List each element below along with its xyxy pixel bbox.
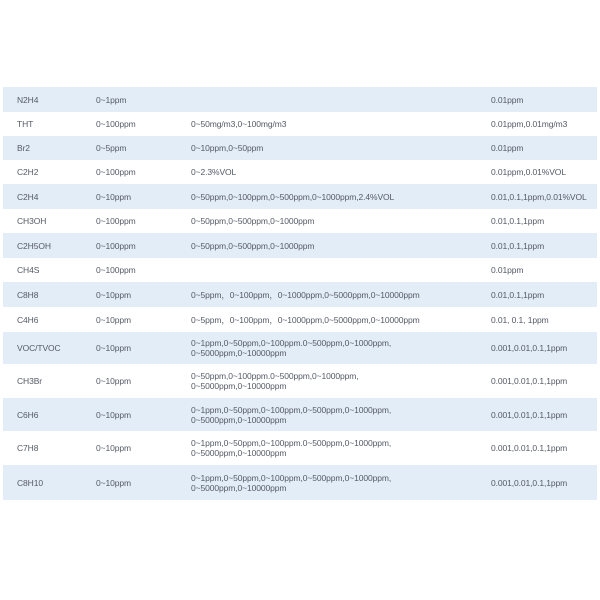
table-row xyxy=(3,233,597,258)
standard-range-cell: 0~10ppm xyxy=(96,477,131,488)
optional-range-cell xyxy=(191,167,491,177)
gas-name-cell: CH4S xyxy=(17,265,40,275)
resolution-cell: 0.01,0.1,1ppm xyxy=(491,216,545,226)
optional-range-line: 0~2.3%VOL xyxy=(191,167,237,177)
gas-name-cell: C2H5OH xyxy=(17,240,51,251)
standard-range-cell: 0~100ppm xyxy=(96,240,136,251)
optional-range-line: 0~50ppm,0~500ppm,0~1000ppm xyxy=(191,240,315,251)
optional-range-line: 0~1ppm,0~50ppm,0~100ppm,0~500ppm,0~1000ppm, xyxy=(191,472,392,483)
optional-range-cell xyxy=(191,405,491,425)
gas-name-cell: C7H8 xyxy=(17,443,39,453)
standard-range-cell: 0~100ppm xyxy=(96,167,136,177)
optional-range-cell xyxy=(191,241,491,251)
table-row xyxy=(3,465,597,500)
standard-range-cell: 0~10ppm xyxy=(96,191,131,202)
standard-range-cell: 0~10ppm xyxy=(96,343,131,353)
gas-name-cell: VOC/TVOC xyxy=(17,343,61,353)
standard-range-cell: 0~100ppm xyxy=(96,119,136,129)
table-row xyxy=(3,258,597,282)
standard-range-cell: 0~10ppm xyxy=(96,314,131,325)
gas-name-cell: CH3OH xyxy=(17,216,47,226)
standard-range-cell: 0~10ppm xyxy=(96,409,131,420)
resolution-cell: 0.01,0.1,1ppm xyxy=(491,289,545,300)
optional-range-line: 0~5000ppm,0~10000ppm xyxy=(191,482,287,493)
gas-name-cell: C8H10 xyxy=(17,477,43,488)
optional-range-line: 0~50ppm,0~500ppm,0~1000ppm xyxy=(191,216,315,226)
standard-range-cell: 0~100ppm xyxy=(96,265,136,275)
gas-name-cell: N2H4 xyxy=(17,94,39,105)
table-row xyxy=(3,364,597,398)
table-row xyxy=(3,431,597,465)
optional-range-cell xyxy=(191,192,491,202)
optional-range-line: 0~1ppm,0~50ppm,0~100ppm.0~500ppm,0~1000ppm, xyxy=(191,438,392,448)
table-row xyxy=(3,282,597,307)
resolution-cell: 0.001,0.01,0.1,1ppm xyxy=(491,409,568,420)
optional-range-line: 0~50mg/m3,0~100mg/m3 xyxy=(191,119,287,129)
optional-range-line: 0~10ppm,0~50ppm xyxy=(191,143,264,153)
optional-range-cell xyxy=(191,315,491,325)
standard-range-cell: 0~10ppm xyxy=(96,289,131,300)
optional-range-cell xyxy=(191,143,491,153)
resolution-cell: 0.001,0.01,0.1,1ppm xyxy=(491,343,568,353)
resolution-cell: 0.01ppm,0.01%VOL xyxy=(491,167,566,177)
resolution-cell: 0.001,0.01,0.1,1ppm xyxy=(491,376,568,386)
gas-name-cell: CH3Br xyxy=(17,376,43,386)
optional-range-cell xyxy=(191,438,491,458)
resolution-cell: 0.01, 0.1, 1ppm xyxy=(491,314,549,325)
optional-range-line: 0~50ppm,0~100ppm.0~500ppm,0~1000ppm, xyxy=(191,371,359,381)
resolution-cell: 0.01,0.1,1ppm xyxy=(491,240,545,251)
standard-range-cell: 0~10ppm xyxy=(96,376,131,386)
table-row xyxy=(3,136,597,160)
standard-range-cell: 0~5ppm xyxy=(96,143,127,153)
table-row xyxy=(3,209,597,233)
gas-name-cell: C4H6 xyxy=(17,314,39,325)
gas-name-cell: C2H4 xyxy=(17,191,39,202)
standard-range-cell: 0~100ppm xyxy=(96,216,136,226)
gas-name-cell: C6H6 xyxy=(17,409,39,420)
standard-range-cell: 0~10ppm xyxy=(96,443,131,453)
gas-name-cell: C8H8 xyxy=(17,289,39,300)
standard-range-cell: 0~1ppm xyxy=(96,94,127,105)
optional-range-line: 0~5000ppm,0~10000ppm xyxy=(191,348,287,358)
optional-range-line: 0~5000ppm,0~10000ppm xyxy=(191,448,287,458)
optional-range-cell xyxy=(191,290,491,300)
table-row xyxy=(3,112,597,136)
optional-range-line: 0~5000ppm,0~10000ppm xyxy=(191,381,287,391)
optional-range-line: 0~5ppm，0~100ppm，0~1000ppm,0~5000ppm,0~10000ppm xyxy=(191,289,420,300)
resolution-cell: 0.01ppm xyxy=(491,265,524,275)
table-row xyxy=(3,184,597,209)
optional-range-line: 0~5ppm，0~100ppm，0~1000ppm,0~5000ppm,0~10000ppm xyxy=(191,314,420,325)
resolution-cell: 0.01,0.1,1ppm,0.01%VOL xyxy=(491,191,587,202)
optional-range-cell xyxy=(191,371,491,391)
optional-range-cell xyxy=(191,338,491,358)
resolution-cell: 0.01ppm xyxy=(491,143,524,153)
optional-range-line: 0~5000ppm,0~10000ppm xyxy=(191,414,287,425)
gas-name-cell: C2H2 xyxy=(17,167,39,177)
table-row xyxy=(3,398,597,431)
optional-range-cell xyxy=(191,119,491,129)
optional-range-line: 0~50ppm,0~100ppm,0~500ppm,0~1000ppm,2.4%VOL xyxy=(191,191,395,202)
optional-range-cell xyxy=(191,473,491,493)
resolution-cell: 0.01ppm,0.01mg/m3 xyxy=(491,119,568,129)
table-row xyxy=(3,87,597,112)
gas-name-cell: THT xyxy=(17,119,34,129)
gas-name-cell: Br2 xyxy=(17,143,30,153)
optional-range-line: 0~1ppm,0~50ppm,0~100ppm.0~500ppm,0~1000ppm, xyxy=(191,338,392,348)
table-row xyxy=(3,307,597,332)
gas-spec-table xyxy=(3,87,597,500)
resolution-cell: 0.001,0.01,0.1,1ppm xyxy=(491,477,568,488)
optional-range-cell xyxy=(191,216,491,226)
resolution-cell: 0.001,0.01,0.1,1ppm xyxy=(491,443,568,453)
resolution-cell: 0.01ppm xyxy=(491,94,524,105)
table-row xyxy=(3,332,597,364)
table-row xyxy=(3,160,597,184)
optional-range-line: 0~1ppm,0~50ppm,0~100ppm,0~500ppm,0~1000ppm, xyxy=(191,404,392,415)
